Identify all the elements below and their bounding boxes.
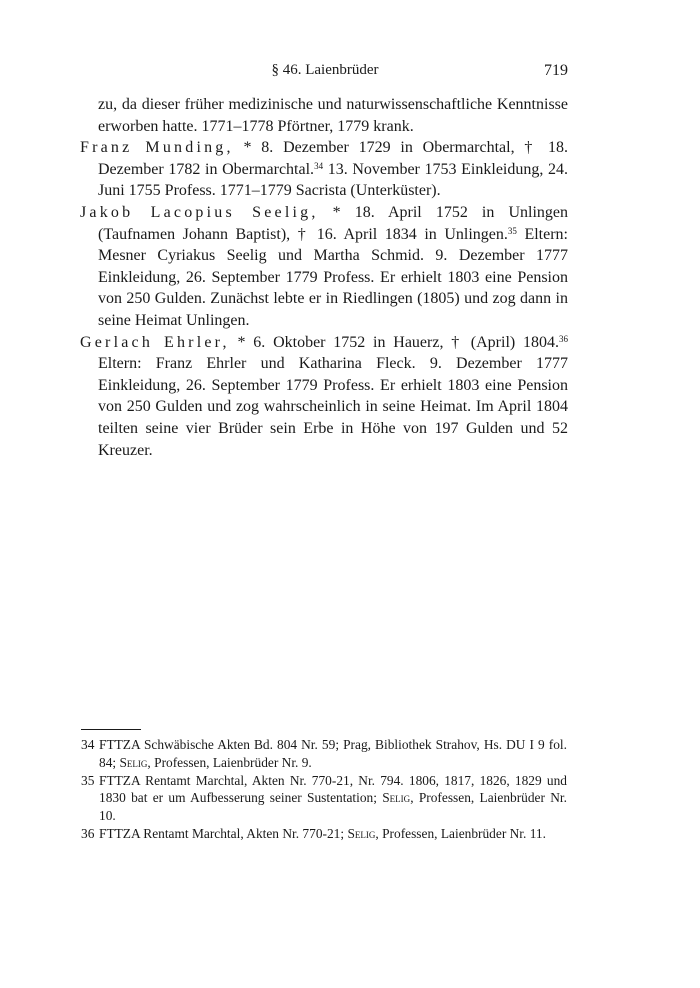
entry-text: 13. November 1753 Einkleidung, 24. Juni 1755 Profess. 1771–1779 Sacrista (Unterküster). xyxy=(98,160,568,200)
author-name: Selig xyxy=(119,754,148,770)
running-title: § 46. Laienbrüder xyxy=(271,62,379,78)
footnote-text: FTTZA Rentamt Marchtal, Akten Nr. 770-21, Nr. 794. 1806, 1817, 1826, 1829 und 1830 bat er um Aufbesserung seiner Sustentation; xyxy=(99,772,567,806)
footnote-text: , Professen, Laienbrüder Nr. 10. xyxy=(99,790,567,824)
footnote-text: FTTZA Rentamt Marchtal, Akten Nr. 770-21; xyxy=(99,825,348,841)
entry-franz-munding xyxy=(80,137,568,202)
footnote-ref[interactable]: 34 xyxy=(314,160,324,171)
continuation-paragraph: zu, da dieser früher medizinische und naturwissenschaftliche Kenntnisse erworben hatte. 1771–1778 Pförtner, 1779 krank. xyxy=(98,96,568,135)
entry-text: * 18. April 1752 in Unlingen (Taufnamen Johann Baptist), † 16. April 1834 in Unlingen. xyxy=(98,203,568,243)
footnote-36 xyxy=(81,825,567,843)
main-text xyxy=(80,94,568,461)
footnotes xyxy=(81,736,567,843)
author-name: Selig xyxy=(382,790,411,806)
footnote-number: 35 xyxy=(81,772,95,788)
author-name: Selig xyxy=(347,825,376,841)
footnote-ref[interactable]: 35 xyxy=(507,225,517,236)
entry-text: * 6. Oktober 1752 in Hauerz, † (April) 1804. xyxy=(229,333,559,351)
entry-text: * 8. Dezember 1729 in Obermarchtal, † 18. Dezember 1782 in Obermarchtal. xyxy=(98,139,568,178)
entry-name: Franz Munding, xyxy=(80,139,234,157)
footnote-text: , Professen, Laienbrüder Nr. 11. xyxy=(375,825,546,841)
entry-text: Eltern: Mesner Cyriakus Seelig und Martha Schmid. 9. Dezember 1777 Einkleidung, 26. September 1779 Profess. Er erhielt 1803 eine Pension von 250 Gulden. Zunächst lebte er in Riedlingen (1805) und zog dann in seine Heimat Unlingen. xyxy=(98,225,568,329)
footnote-text: , Professen, Laienbrüder Nr. 9. xyxy=(147,754,312,770)
footnote-35 xyxy=(81,772,567,825)
entry-name: Jakob Lacopius Seelig, xyxy=(80,203,319,221)
entry-text: Eltern: Franz Ehrler und Katharina Fleck. 9. Dezember 1777 Einkleidung, 26. September 1779 Profess. Er erhielt 1803 eine Pension von 250 Gulden und zog wahrscheinlich in seine Heimat. Im April 1804 teilten seine vier Brüder sein Erbe in Höhe von 197 Gulden und 52 Kreuzer. xyxy=(98,355,568,459)
footnote-34 xyxy=(81,736,567,772)
footnote-text: FTTZA Schwäbische Akten Bd. 804 Nr. 59; Prag, Bibliothek Strahov, Hs. DU I 9 fol. 84; xyxy=(99,737,567,770)
footnote-ref[interactable]: 36 xyxy=(559,333,568,344)
entry-jakob-seelig xyxy=(80,202,568,332)
footnote-rule xyxy=(81,729,141,730)
page-number: 719 xyxy=(544,62,568,79)
running-header xyxy=(0,62,700,84)
entry-name: Gerlach Ehrler, xyxy=(80,333,230,351)
entry-gerlach-ehrler xyxy=(80,332,568,462)
footnote-number: 36 xyxy=(81,825,95,841)
footnote-number: 34 xyxy=(81,737,95,752)
